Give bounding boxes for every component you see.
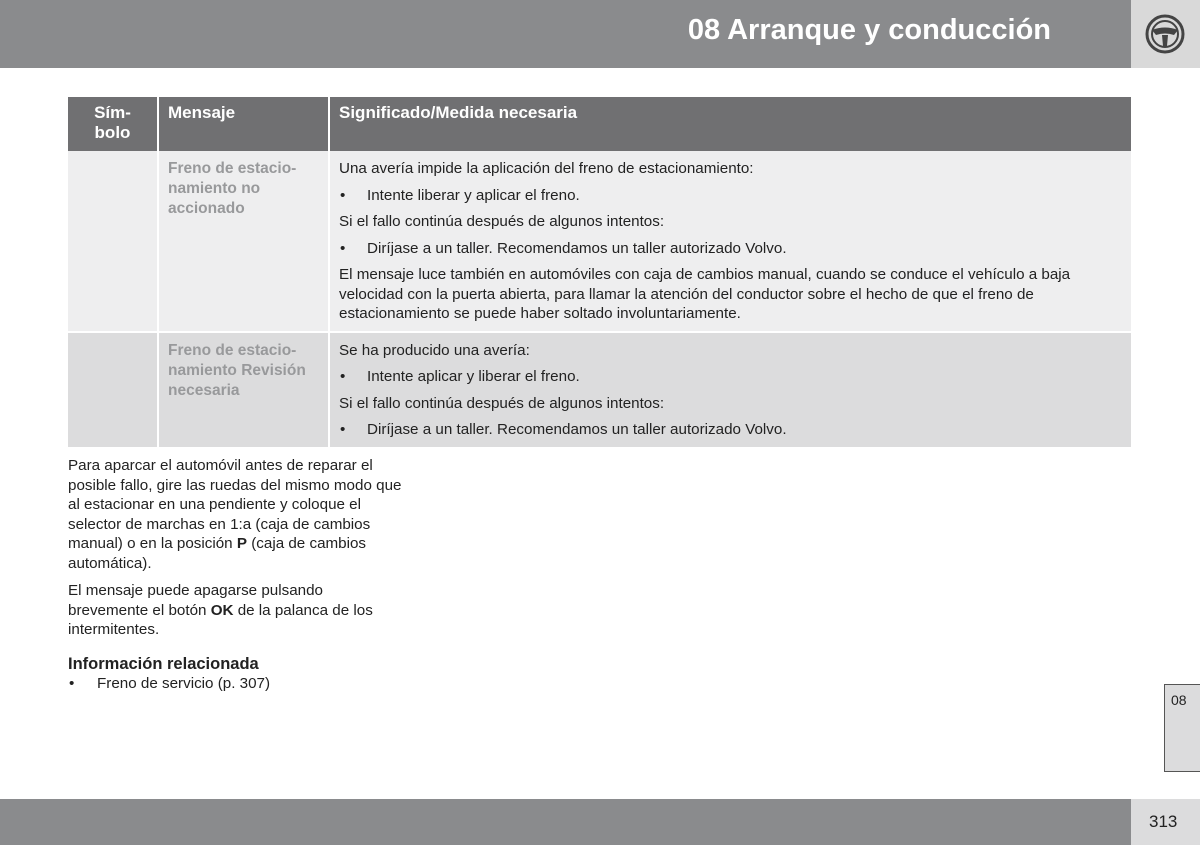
meaning-text: Se ha producido una avería: [339, 341, 530, 359]
table-row [68, 151, 1131, 332]
meaning-cell [329, 332, 1131, 447]
table-row [68, 332, 1131, 447]
body-paragraph: El mensaje puede apagarse pulsando brevemente el botón OK de la palanca de los intermitentes. [68, 582, 373, 638]
chapter-icon-box [1131, 0, 1200, 68]
meaning-text: El mensaje luce también en automóviles con caja de cambios manual, cuando se conduce el vehículo a baja velocidad con la puerta abierta, para llamar la atención del conductor sobre el hecho de que el freno de estacionamiento se puede haber soltado involuntariamente. [339, 266, 1071, 322]
meaning-bullet: • Intente aplicar y liberar el freno. [340, 368, 580, 385]
table-header-row [68, 97, 1131, 151]
body-paragraph: Para aparcar el automóvil antes de reparar el posible fallo, gire las ruedas del mismo modo que al estacionar en una pendiente y coloque el selector de marchas en 1:a (caja de cambios manual) o en la posición P (caja de cambios automática). [68, 457, 402, 572]
bullet-dot: • [340, 421, 346, 438]
steering-wheel-icon [1144, 13, 1186, 55]
message-table [68, 97, 1131, 447]
meaning-bullet: • Diríjase a un taller. Recomendamos un taller autorizado Volvo. [340, 421, 787, 438]
message-name-line: namiento Revisión [168, 361, 306, 379]
related-info-heading: Información relacionada [68, 654, 259, 673]
page-number-box [1131, 799, 1200, 845]
body-text-column [68, 456, 403, 694]
chapter-tab [1164, 684, 1200, 772]
bullet-dot: • [69, 674, 75, 692]
meaning-bullet: • Diríjase a un taller. Recomendamos un taller autorizado Volvo. [340, 239, 787, 257]
header-bar [0, 0, 1131, 68]
message-name-cell [158, 332, 329, 447]
bullet-dot: • [340, 368, 346, 385]
meaning-text: Si el fallo continúa después de algunos intentos: [339, 394, 665, 412]
footer-bar [0, 799, 1131, 845]
message-name-cell [158, 151, 329, 332]
chapter-tab-label: 08 [1171, 692, 1187, 708]
header-symbol: Sím- bolo [68, 97, 158, 151]
message-name-line: accionado [168, 200, 245, 217]
header-meaning: Significado/Medida necesaria [329, 97, 1131, 151]
page-number: 313 [1149, 812, 1178, 831]
symbol-cell [68, 332, 158, 447]
related-info-link[interactable]: • Freno de servicio (p. 307) [69, 674, 271, 692]
symbol-cell [68, 151, 158, 332]
header-message: Mensaje [158, 97, 329, 151]
meaning-cell [329, 151, 1131, 332]
meaning-text: Una avería impide la aplicación del freno de estacionamiento: [339, 160, 754, 177]
meaning-text: Si el fallo continúa después de algunos intentos: [339, 213, 665, 230]
meaning-bullet: • Intente liberar y aplicar el freno. [340, 186, 580, 204]
message-name-line: necesaria [168, 381, 240, 399]
chapter-title: 08 Arranque y conducción [687, 14, 1051, 46]
message-name-line: namiento no [168, 180, 261, 197]
bullet-dot: • [340, 239, 346, 257]
bullet-dot: • [340, 186, 346, 204]
message-name-line: Freno de estacio- [168, 341, 297, 359]
message-name-line: Freno de estacio- [168, 160, 297, 177]
